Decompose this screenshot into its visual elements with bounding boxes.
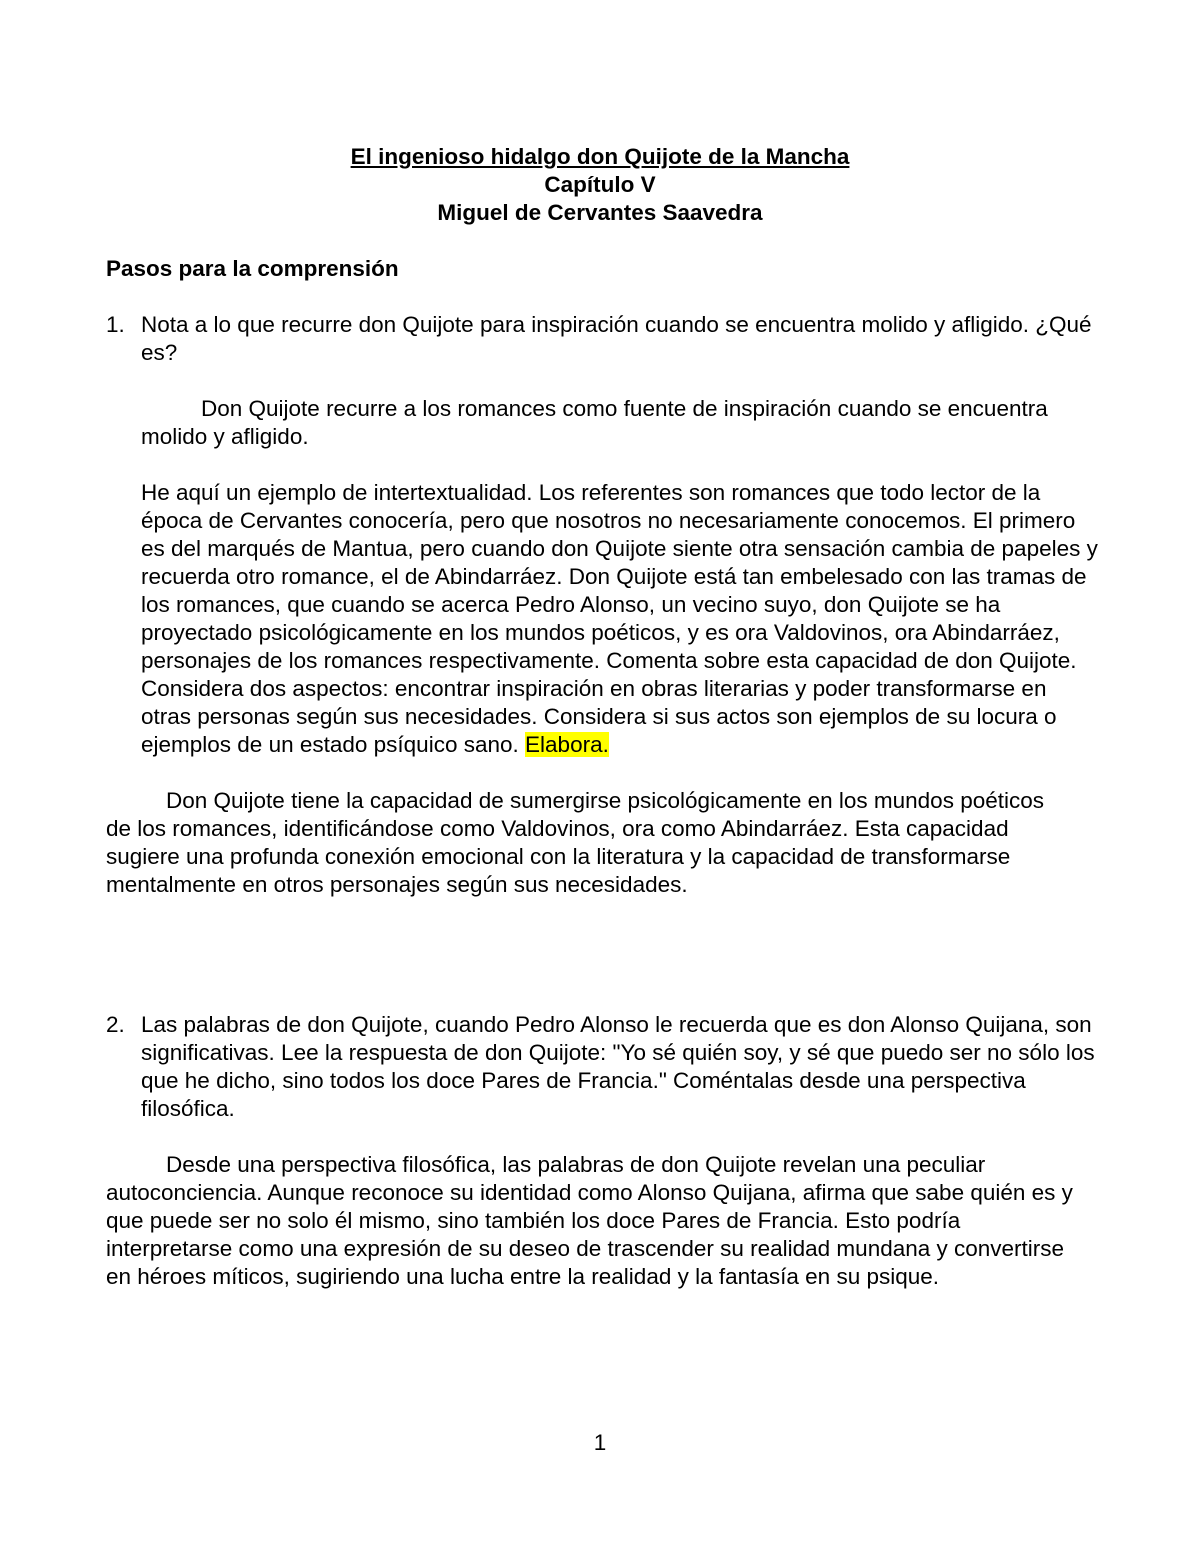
question-prompt: Nota a lo que recurre don Quijote para inspiración cuando se encuentra molido y afligido. ¿Qué es? [141,312,1092,365]
followup-1 [141,479,1101,759]
chapter-title: Capítulo V [544,172,656,197]
followup-text: He aquí un ejemplo de intertextualidad. Los referentes son romances que todo lector de la época de Cervantes conocería, pero que nosotros no necesariamente conocemos. El primero es del marqués de Mantua, pero cuando don Quijote siente otra sensación cambia de papeles y recuerda otro romance, el de Abindarráez. Don Quijote está tan embelesado con las tramas de los romances, que cuando se acerca Pedro Alonso, un vecino suyo, don Quijote se ha proyectado psicológicamente en los mundos poéticos, y es ora Valdovinos, ora Abindarráez, personajes de los romances respectivamente. Comenta sobre esta capacidad de don Quijote. Considera dos aspectos: encontrar inspiración en obras literarias y poder transformarse en otras personas según sus necesidades. Considera si sus actos son ejemplos de su locura o ejemplos de un estado psíquico sano. [141,480,1098,757]
answer-2: Desde una perspectiva filosófica, las palabras de don Quijote revelan una peculiar autoconciencia. Aunque reconoce su identidad como Alonso Quijana, afirma que sabe quién es y que puede ser no solo él mismo, sino también los doce Pares de Francia. Esto podría interpretarse como una expresión de su deseo de trascender su realidad mundana y convertirse en héroes míticos, sugiriendo una lucha entre la realidad y la fantasía en su psique. [106,1152,1073,1289]
question-1 [106,311,1106,367]
question-2 [106,1011,1106,1123]
answer-1: Don Quijote recurre a los romances como fuente de inspiración cuando se encuentra molido y afligido. [141,396,1048,449]
followup-answer-1: Don Quijote tiene la capacidad de sumergirse psicológicamente en los mundos poéticos de los romances, identificándose como Valdovinos, ora como Abindarráez. Esta capacidad sugiere una profunda conexión emocional con la literatura y la capacidad de transformarse mentalmente en otros personajes según sus necesidades. [106,788,1045,897]
question-number: 1. [106,312,125,337]
question-prompt: Las palabras de don Quijote, cuando Pedro Alonso le recuerda que es don Alonso Quijana, son significativas. Lee la respuesta de don Quijote: "Yo sé quién soy, y sé que puedo ser no sólo los que he dicho, sino todos los doce Pares de Francia." Coméntalas desde una perspectiva filosófica. [141,1012,1095,1121]
question-number: 2. [106,1012,125,1037]
document-header [0,143,1200,227]
section-heading: Pasos para la comprensión [106,256,399,281]
author-name: Miguel de Cervantes Saavedra [437,200,763,225]
page-number: 1 [593,1430,607,1455]
highlighted-text: Elabora. [525,732,609,757]
document-title: El ingenioso hidalgo don Quijote de la Mancha [350,144,850,169]
